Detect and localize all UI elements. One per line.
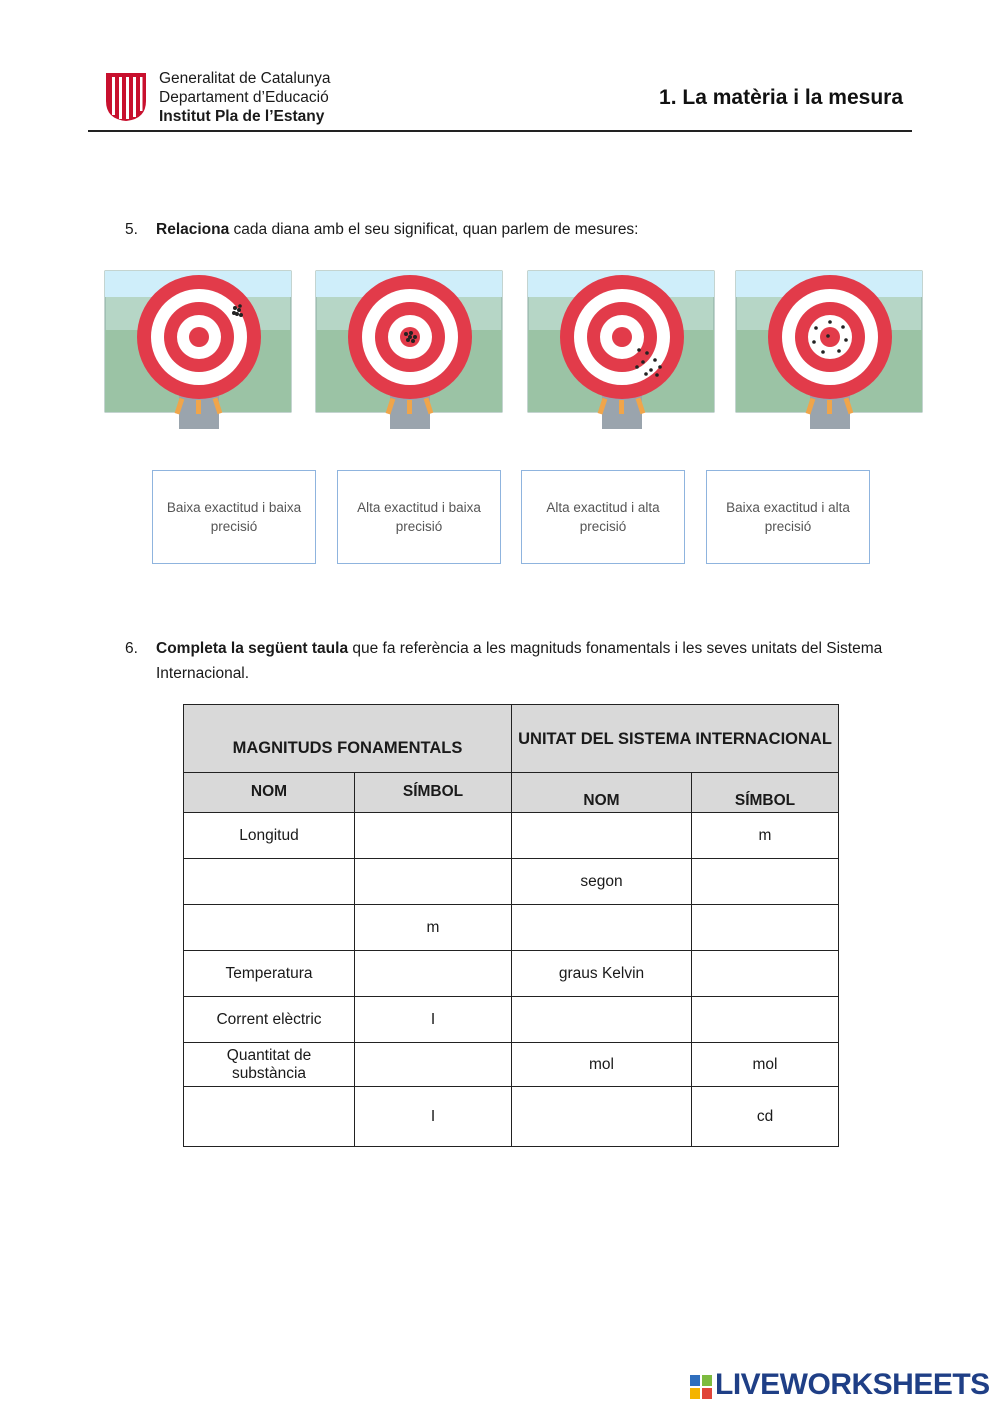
si-units-table: [183, 704, 839, 1147]
target-image-2[interactable]: [315, 270, 503, 432]
question-5-number: 5.: [125, 221, 138, 238]
answer-box-4[interactable]: [706, 470, 870, 564]
table-cell-input[interactable]: [184, 905, 355, 951]
table-cell-input[interactable]: [512, 1087, 692, 1147]
header-unitat-si: UNITAT DEL SISTEMA INTERNACIONAL: [512, 705, 839, 773]
answer-box-3[interactable]: [521, 470, 685, 564]
table-cell: segon: [512, 859, 692, 905]
table-cell-input[interactable]: [184, 1087, 355, 1147]
table-cell-input[interactable]: [512, 997, 692, 1043]
table-row: [184, 905, 839, 951]
question-5-text: [156, 217, 896, 242]
table-cell: m: [355, 905, 512, 951]
answer-box-2-label: Alta exactitud i baixa precisió: [357, 500, 481, 534]
table-cell-input[interactable]: [184, 859, 355, 905]
question-5: [125, 217, 905, 243]
table-cell: I: [355, 997, 512, 1043]
table-cell: mol: [692, 1043, 839, 1087]
question-6-rest: que fa referència a les magnituds fonamentals i les seves unitats del Sistema Internacional.: [156, 640, 883, 682]
table-cell-input[interactable]: [692, 905, 839, 951]
question-6: [125, 636, 905, 688]
table-cell: m: [692, 813, 839, 859]
target-image-1[interactable]: [104, 270, 292, 432]
header-magnituds: MAGNITUDS FONAMENTALS: [184, 705, 512, 773]
page-title: 1. La matèria i la mesura: [659, 86, 903, 109]
header-divider: [88, 130, 912, 132]
table-row: [184, 813, 839, 859]
table-cell-input[interactable]: [692, 951, 839, 997]
table-cell: I: [355, 1087, 512, 1147]
org-line-3: Institut Pla de l’Estany: [159, 108, 325, 125]
table-row: [184, 997, 839, 1043]
table-cell: cd: [692, 1087, 839, 1147]
table-cell: Temperatura: [184, 951, 355, 997]
question-6-text: [156, 636, 886, 686]
subheader-simbol: SÍMBOL: [355, 773, 512, 813]
table-cell: graus Kelvin: [512, 951, 692, 997]
target-image-4[interactable]: [735, 270, 923, 432]
subheader-unit-nom: NOM: [512, 773, 692, 813]
table-cell: Quantitat de substància: [184, 1043, 355, 1087]
answer-box-2[interactable]: [337, 470, 501, 564]
table-cell: mol: [512, 1043, 692, 1087]
table-row: [184, 1043, 839, 1087]
question-5-bold: Relaciona: [156, 221, 230, 238]
table-cell: Longitud: [184, 813, 355, 859]
target-image-3[interactable]: [527, 270, 715, 432]
table-cell-input[interactable]: [692, 997, 839, 1043]
answer-box-3-label: Alta exactitud i alta precisió: [546, 500, 660, 534]
table-cell-input[interactable]: [355, 951, 512, 997]
question-5-rest: cada diana amb el seu significat, quan parlem de mesures:: [229, 221, 639, 238]
table-cell-input[interactable]: [355, 813, 512, 859]
question-6-number: 6.: [125, 640, 138, 657]
question-6-bold: Completa la següent taula: [156, 640, 349, 657]
subheader-nom: NOM: [184, 773, 355, 813]
table-cell-input[interactable]: [512, 813, 692, 859]
subheader-unit-simbol: SÍMBOL: [692, 773, 839, 813]
answer-box-1-label: Baixa exactitud i baixa precisió: [166, 500, 302, 534]
org-line-1: Generalitat de Catalunya: [159, 70, 331, 87]
organization-name: [159, 69, 330, 126]
table-cell-input[interactable]: [355, 859, 512, 905]
table-row: [184, 951, 839, 997]
liveworksheets-logo-icon: [690, 1375, 712, 1399]
table-cell-input[interactable]: [692, 859, 839, 905]
table-cell-input[interactable]: [355, 1043, 512, 1087]
answer-box-1[interactable]: [152, 470, 316, 564]
table-row: [184, 1087, 839, 1147]
table-row: [184, 859, 839, 905]
liveworksheets-brand: LIVEWORKSHEETS: [715, 1368, 990, 1401]
generalitat-logo-icon: [104, 71, 148, 123]
table-cell: Corrent elèctric: [184, 997, 355, 1043]
table-cell-input[interactable]: [512, 905, 692, 951]
org-line-2: Departament d’Educació: [159, 89, 329, 106]
answer-box-4-label: Baixa exactitud i alta precisió: [726, 500, 850, 534]
